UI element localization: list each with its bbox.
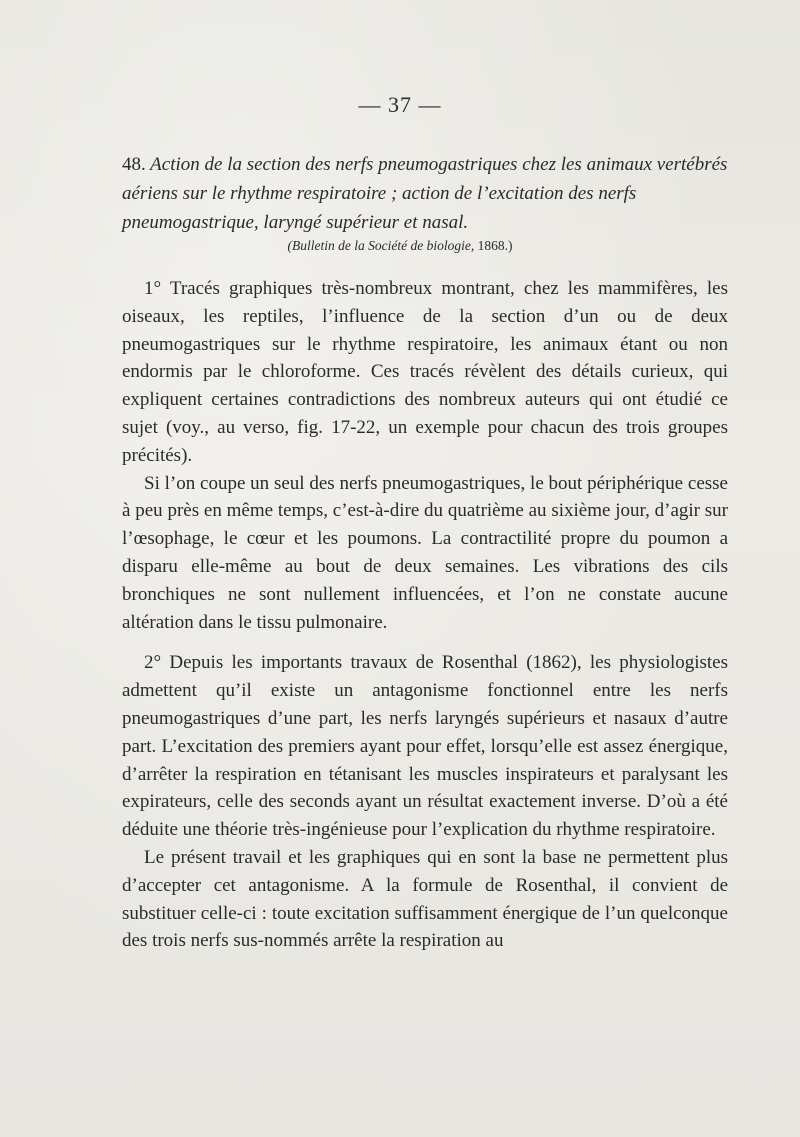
paragraph-1: 1° Tracés graphiques très-nombreux montrant, chez les mammifères, les oiseaux, les reptiles, l’influence de la section d’un ou de deux pneumogastriques sur le rhythme respiratoire, les animaux étant ou non endormis par le chloroforme. Ces tracés révèlent des détails curieux, qui expliquent certaines contradictions des nombreux auteurs qui ont étudié ce sujet (voy., au verso, fig. 17-22, un exemple pour chacun des trois groupes précités). [122,278,728,466]
source-citation [0,238,800,254]
source-journal: (Bulletin de la Société de biologie, [287,238,475,253]
section-heading [122,150,732,237]
section-title: Action de la section des nerfs pneumogastriques chez les animaux vertébrés aériens sur le rhythme respiratoire ; action de l’excitation des nerfs pneumogastrique, laryngé supérieur et nasal. [122,154,728,233]
paragraph-2: Si l’on coupe un seul des nerfs pneumogastriques, le bout périphérique cesse à peu près en même temps, c’est-à-dire du quatrième au sixième jour, d’agir sur l’œsophage, le cœur et les poumons. La contractilité propre du poumon a disparu elle-même au bout de deux semaines. Les vibrations des cils bronchiques ne sont nullement influencées, et l’on ne constate aucune altération dans le tissu pulmonaire. [122,472,728,633]
source-year: 1868.) [477,238,513,253]
body-text [122,275,728,955]
page-number: — 37 — [358,92,442,117]
paragraph-4: Le présent travail et les graphiques qui en sont la base ne permettent plus d’accepter cet antagonisme. A la formule de Rosenthal, il convient de substituer celle-ci : toute excitation suffisamment énergique de l’un quelconque des trois nerfs sus-nommés arrête la respiration au [122,846,728,952]
paragraph-3: 2° Depuis les importants travaux de Rosenthal (1862), les physiologistes admettent qu’il existe un antagonisme fonctionnel entre les nerfs pneumogastriques d’une part, les nerfs laryngés supérieurs et nasaux d’autre part. L’excitation des premiers ayant pour effet, lorsqu’elle est assez énergique, d’arrêter la respiration en tétanisant les muscles inspirateurs et paralysant les expirateurs, celle des seconds ayant un résultat exactement inverse. D’où a été déduite une théorie très-ingénieuse pour l’explication du rhythme respiratoire. [122,652,728,841]
section-number: 48. [122,154,146,175]
